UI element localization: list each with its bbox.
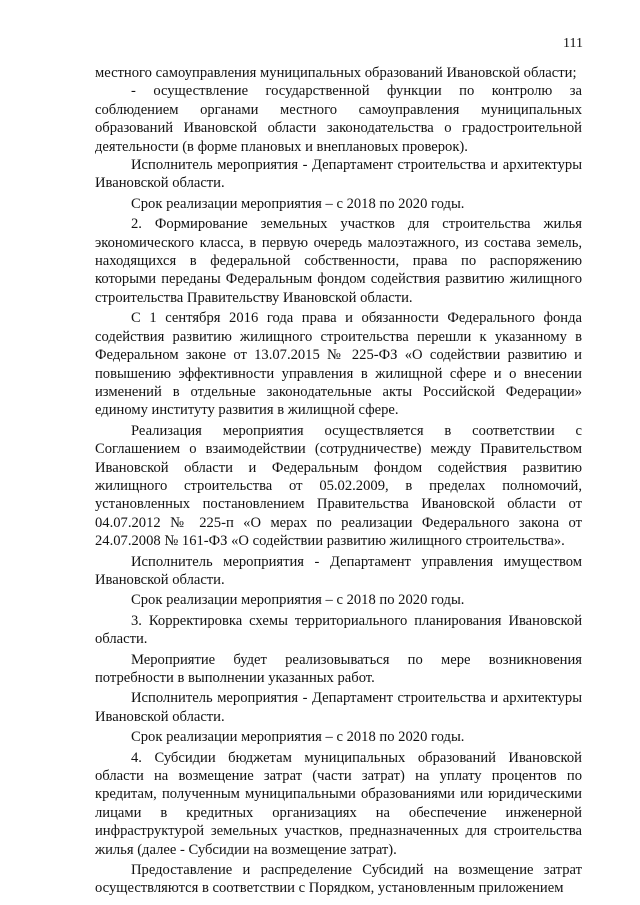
page-number: 111 [563,36,583,51]
paragraph: Предоставление и распределение Субсидий на возмещение затрат осуществляются в соответствии с Порядком, установленным приложением [95,862,582,897]
paragraph: 3. Корректировка схемы территориального планирования Ивановской области. [95,612,582,648]
paragraph: Срок реализации мероприятия – с 2018 по 2020 годы. [131,195,465,212]
paragraph: 2. Формирование земельных участков для строительства жилья экономического класса, в первую очередь малоэтажного, из состава земель, находящихся в федеральной собственности, права по распоряжению которыми переданы Федеральным фондом содействия развитию жилищного строительства Правительству Ивановской области. [95,216,582,306]
document-body [95,64,582,898]
paragraph: местного самоуправления муниципальных образований Ивановской области; [95,65,577,81]
paragraph: Срок реализации мероприятия – с 2018 по 2020 годы. [131,592,465,609]
paragraph: - осуществление государственной функции по контролю за соблюдением органами местного самоуправления муниципальных образований Ивановской области законодательства о градостроительной деятельности (в форме плановых и внеплановых проверок). [95,83,582,155]
paragraph: Реализация мероприятия осуществляется в соответствии с Соглашением о взаимодействии (сотрудничестве) между Правительством Ивановской области и Федеральным фондом содействия развитию жилищного строительства от 05.02.2009, в пределах полномочий, установленных постановлением Правительства Ивановской области от 04.07.2012 № 225-п «О мерах по реализации Федерального закона от 24.07.2008 № 161-ФЗ «О содействии развитию жилищного строительства». [95,422,582,550]
paragraph: С 1 сентября 2016 года права и обязанности Федерального фонда содействия развитию жилищного строительства перешли к указанному в Федеральном законе от 13.07.2015 № 225-ФЗ «О содействии развитию и повышению эффективности управления в жилищной сфере и о внесении изменений в отдельные законодательные акты Российской Федерации» единому институту развития в жилищной сфере. [95,310,582,419]
paragraph: 4. Субсидии бюджетам муниципальных образований Ивановской области на возмещение затрат (части затрат) на уплату процентов по кредитам, полученным муниципальными образованиями или юридическими лицами в кредитных организациях на обеспечение инженерной инфраструктурой земельных участков, предназначенных для строительства жилья (далее - Субсидии на возмещение затрат). [95,749,582,858]
paragraph: Мероприятие будет реализовываться по мере возникновения потребности в выполнении указанных работ. [95,651,582,686]
paragraph: Исполнитель мероприятия - Департамент строительства и архитектуры Ивановской области. [95,690,582,725]
paragraph: Срок реализации мероприятия – с 2018 по 2020 годы. [131,729,465,746]
paragraph: Исполнитель мероприятия - Департамент управления имуществом Ивановской области. [95,553,582,588]
paragraph: Исполнитель мероприятия - Департамент строительства и архитектуры Ивановской области. [95,157,582,192]
